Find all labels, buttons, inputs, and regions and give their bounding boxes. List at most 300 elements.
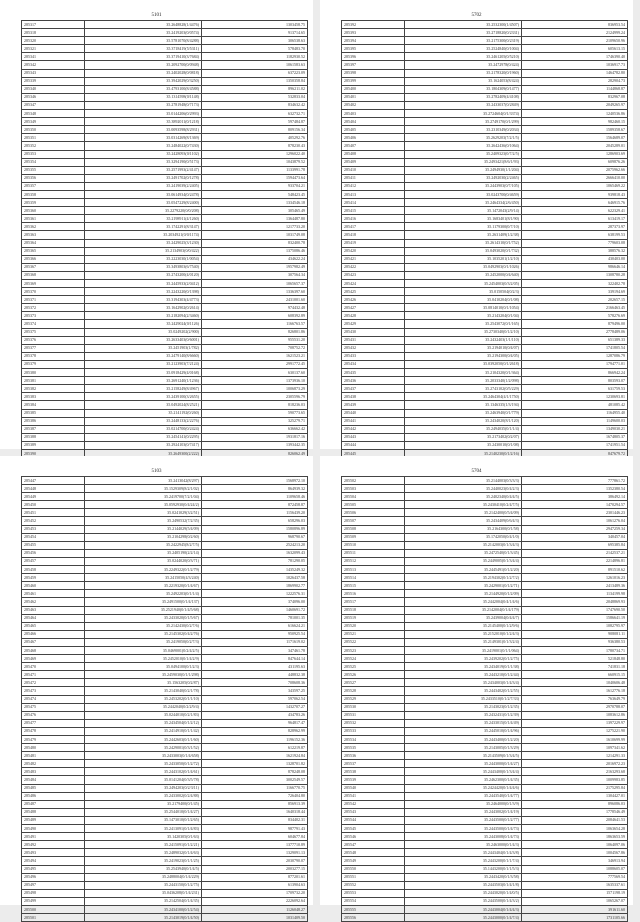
row-id-cell: 285317 bbox=[22, 21, 85, 29]
value-cell: 864939.32 bbox=[202, 485, 308, 493]
row-id-cell: 285433 bbox=[342, 352, 405, 360]
table-row bbox=[342, 905, 628, 913]
coordinate-cell: 35.2443008(0/1/4/73) bbox=[405, 833, 522, 841]
coordinate-cell: 35.2493421(8/6/1/93) bbox=[405, 158, 522, 166]
row-id-cell: 285483 bbox=[22, 768, 85, 776]
table-row bbox=[22, 215, 308, 223]
table-row bbox=[342, 328, 628, 336]
value-cell: 866942.24 bbox=[522, 369, 628, 377]
row-id-cell: 285470 bbox=[22, 663, 85, 671]
table-row bbox=[22, 825, 308, 833]
table-row bbox=[342, 727, 628, 735]
coordinate-cell: 35.0241029(3/2/51) bbox=[85, 509, 202, 517]
row-id-cell: 285371 bbox=[22, 296, 85, 304]
value-cell: 2016972.23 bbox=[522, 760, 628, 768]
value-cell: 2084641.53 bbox=[522, 816, 628, 824]
table-row bbox=[342, 509, 628, 517]
row-id-cell: 285445 bbox=[342, 449, 405, 457]
coordinate-cell: 35.2443420(0/1/3/58) bbox=[405, 873, 522, 881]
value-cell: 834402.31 bbox=[202, 816, 308, 824]
value-cell: 1778546.49 bbox=[522, 808, 628, 816]
row-id-cell: 285429 bbox=[342, 320, 405, 328]
value-cell: 826062.49 bbox=[202, 449, 308, 457]
coordinate-cell: 35.2461205(0/5210) bbox=[405, 53, 522, 61]
table-row bbox=[22, 182, 308, 190]
coordinate-cell: 35.2629203(7/2/1/5) bbox=[405, 134, 522, 142]
row-id-cell: 285460 bbox=[22, 582, 85, 590]
value-cell: 828962.99 bbox=[202, 727, 308, 735]
table-row bbox=[22, 158, 308, 166]
row-id-cell: 285408 bbox=[342, 150, 405, 158]
value-cell: 1156439.20 bbox=[202, 509, 308, 517]
coordinate-cell: 35.2781948(0/7173) bbox=[85, 101, 202, 109]
table-row bbox=[22, 590, 308, 598]
value-cell: 908081.11 bbox=[522, 630, 628, 638]
row-id-cell: 285491 bbox=[22, 833, 85, 841]
table-row bbox=[342, 280, 628, 288]
row-id-cell: 285425 bbox=[342, 288, 405, 296]
value-cell: 306538.63 bbox=[202, 37, 308, 45]
row-id-cell: 285527 bbox=[342, 679, 405, 687]
table-row bbox=[22, 110, 308, 118]
row-id-cell: 285430 bbox=[342, 328, 405, 336]
value-cell: 896086.03 bbox=[522, 800, 628, 808]
coordinate-cell: 35.2443903(0/7/105) bbox=[405, 182, 522, 190]
value-cell: 1217733.20 bbox=[202, 223, 308, 231]
row-id-cell: 285542 bbox=[342, 800, 405, 808]
table-row bbox=[342, 622, 628, 630]
table-row bbox=[22, 816, 308, 824]
value-cell: 2048869.93 bbox=[522, 598, 628, 606]
table-row bbox=[342, 101, 628, 109]
value-cell: 1869902.77 bbox=[202, 582, 308, 590]
coordinate-cell: 35.2472540(0/1/3/45) bbox=[405, 549, 522, 557]
coordinate-cell: 35.2434504(0/1/2/12) bbox=[85, 719, 202, 727]
table-row bbox=[342, 873, 628, 881]
table-row bbox=[342, 150, 628, 158]
value-cell: 1196152.36 bbox=[202, 736, 308, 744]
row-id-cell: 285459 bbox=[22, 574, 85, 582]
table-row bbox=[22, 45, 308, 53]
coordinate-cell: 35.2472978(0/424) bbox=[405, 61, 522, 69]
coordinate-cell: 35.2429025(3/1230) bbox=[85, 239, 202, 247]
table-row bbox=[342, 93, 628, 101]
value-cell: 1064097.06 bbox=[522, 841, 628, 849]
coordinate-cell: 35.2543940(0/1/4/5) bbox=[85, 865, 202, 873]
row-id-cell: 285481 bbox=[22, 752, 85, 760]
value-cell: 877201.61 bbox=[202, 873, 308, 881]
row-id-cell: 285413 bbox=[342, 190, 405, 198]
value-cell: 1621924.84 bbox=[202, 752, 308, 760]
coordinate-cell: 35.2443000(0/1/4/7/4) bbox=[405, 914, 522, 922]
table-row bbox=[22, 336, 308, 344]
row-id-cell: 285366 bbox=[22, 255, 85, 263]
coordinate-cell: 35.1473010(0/1/2/65) bbox=[85, 816, 202, 824]
data-table bbox=[341, 20, 628, 466]
row-id-cell: 285370 bbox=[22, 288, 85, 296]
row-id-cell: 285388 bbox=[22, 433, 85, 441]
coordinate-cell: 35.2434019(0/1/1/38) bbox=[405, 663, 522, 671]
value-cell: 637223.09 bbox=[202, 69, 308, 77]
value-cell: 818236.03 bbox=[202, 401, 308, 409]
value-cell: 856913.39 bbox=[202, 800, 308, 808]
table-row bbox=[22, 703, 308, 711]
row-id-cell: 285404 bbox=[342, 118, 405, 126]
coordinate-cell: 35.2648828(1/4476) bbox=[85, 21, 202, 29]
value-cell: 405292.76 bbox=[202, 134, 308, 142]
row-id-cell: 285451 bbox=[22, 509, 85, 517]
table-row bbox=[22, 914, 308, 922]
coordinate-cell: 35.2492203(0/1/1/4) bbox=[85, 590, 202, 598]
coordinate-cell: 35.2442603(0/1/1/60) bbox=[85, 736, 202, 744]
coordinate-cell: 35.2433037(0/2849) bbox=[405, 101, 522, 109]
coordinate-cell: 35.2415050(4/3/240) bbox=[85, 574, 202, 582]
coordinate-cell: 35.2434409(0/6/4/3) bbox=[405, 517, 522, 525]
value-cell: 632732.71 bbox=[202, 110, 308, 118]
coordinate-cell: 35.3493803(6/7540) bbox=[85, 263, 202, 271]
coordinate-cell: 35.2489032(0/1/4/63) bbox=[85, 849, 202, 857]
value-cell: 1470294.57 bbox=[522, 501, 628, 509]
table-row bbox=[22, 841, 308, 849]
value-cell: 878248.08 bbox=[202, 768, 308, 776]
table-row bbox=[342, 409, 628, 417]
coordinate-cell: 35.0093598(8/2931) bbox=[85, 126, 202, 134]
row-id-cell: 285532 bbox=[342, 719, 405, 727]
value-cell: 987791.43 bbox=[202, 825, 308, 833]
value-cell: 1287086.79 bbox=[522, 352, 628, 360]
coordinate-cell: 35.0243700(0/4659) bbox=[405, 190, 522, 198]
row-id-cell: 285417 bbox=[342, 223, 405, 231]
coordinate-cell: 35.2158249(8/4967) bbox=[85, 385, 202, 393]
table-row bbox=[22, 328, 308, 336]
coordinate-cell: 35.2484022(0/7430) bbox=[85, 142, 202, 150]
table-row bbox=[342, 687, 628, 695]
coordinate-cell: 35.2434003(0/1/4/3/4) bbox=[405, 679, 522, 687]
row-id-cell: 285347 bbox=[22, 101, 85, 109]
row-id-cell: 285351 bbox=[22, 134, 85, 142]
value-cell: 1393442.35 bbox=[202, 441, 308, 449]
row-id-cell: 285346 bbox=[22, 93, 85, 101]
table-row bbox=[342, 889, 628, 897]
row-id-cell: 285519 bbox=[342, 614, 405, 622]
value-cell: 1594473.64 bbox=[202, 174, 308, 182]
value-cell: 1082795.97 bbox=[522, 622, 628, 630]
row-id-cell: 285456 bbox=[22, 549, 85, 557]
table-row bbox=[342, 182, 628, 190]
value-cell: 597062.54 bbox=[202, 695, 308, 703]
value-cell: 1373936.10 bbox=[202, 377, 308, 385]
coordinate-cell: 35.1420305(0/1/63) bbox=[85, 833, 202, 841]
row-id-cell: 285488 bbox=[22, 808, 85, 816]
value-cell: 1026437.58 bbox=[202, 574, 308, 582]
coordinate-cell: 35.2142504(0/1/4/35) bbox=[85, 897, 202, 905]
value-cell: 2431001.60 bbox=[202, 296, 308, 304]
table-row bbox=[342, 663, 628, 671]
table-row bbox=[342, 655, 628, 663]
table-row bbox=[342, 377, 628, 385]
coordinate-cell: 35.2413042(8/297) bbox=[85, 477, 202, 485]
value-cell: 2142537.21 bbox=[522, 549, 628, 557]
row-id-cell: 285524 bbox=[342, 655, 405, 663]
table-row bbox=[22, 239, 308, 247]
table-row bbox=[342, 825, 628, 833]
coordinate-cell: 35.0493020(0/1/732) bbox=[405, 247, 522, 255]
row-id-cell: 285473 bbox=[22, 687, 85, 695]
row-id-cell: 285414 bbox=[342, 199, 405, 207]
coordinate-cell: 35.2443540(0/1/4/77) bbox=[405, 792, 522, 800]
value-cell: 1275221.90 bbox=[522, 727, 628, 735]
table-row bbox=[22, 93, 308, 101]
value-cell: 777569.54 bbox=[522, 873, 628, 881]
coordinate-cell: 35.2413091(0/1/4/83) bbox=[85, 825, 202, 833]
coordinate-cell: 35.2443400(0/1/3/4/4) bbox=[405, 768, 522, 776]
coordinate-cell: 35.2433002(0/2/4/88) bbox=[85, 792, 202, 800]
coordinate-cell: 35.2492030(2/2465) bbox=[405, 174, 522, 182]
coordinate-cell: 35.2419001(0/1/1/064) bbox=[405, 646, 522, 654]
table-row bbox=[342, 174, 628, 182]
table-row bbox=[342, 549, 628, 557]
row-id-cell: 285396 bbox=[342, 53, 405, 61]
coordinate-cell: 35.1443200(0/1/1/5/3) bbox=[405, 865, 522, 873]
value-cell: 1004567.86 bbox=[522, 849, 628, 857]
table-row bbox=[22, 142, 308, 150]
table-row bbox=[22, 271, 308, 279]
value-cell: 809156.34 bbox=[202, 126, 308, 134]
coordinate-cell: 35.3194303(4/4773) bbox=[85, 296, 202, 304]
row-id-cell: 285384 bbox=[22, 401, 85, 409]
row-id-cell: 285549 bbox=[342, 857, 405, 865]
row-id-cell: 285386 bbox=[22, 417, 85, 425]
coordinate-cell: 35.2173402(0/2/07) bbox=[405, 433, 522, 441]
row-id-cell: 285318 bbox=[22, 29, 85, 37]
value-cell: 1097341.62 bbox=[522, 744, 628, 752]
row-id-cell: 285539 bbox=[342, 776, 405, 784]
value-cell: 913714.65 bbox=[202, 29, 308, 37]
table-row bbox=[342, 598, 628, 606]
value-cell: 1334546.18 bbox=[202, 199, 308, 207]
row-id-cell: 285438 bbox=[342, 393, 405, 401]
row-id-cell: 285472 bbox=[22, 679, 85, 687]
row-id-cell: 285518 bbox=[342, 606, 405, 614]
row-id-cell: 285494 bbox=[22, 857, 85, 865]
coordinate-cell: 35.2243220(0/1398) bbox=[85, 288, 202, 296]
coordinate-cell: 35.2429001(0/1/2/71) bbox=[405, 582, 522, 590]
value-cell: 2045289.01 bbox=[522, 142, 628, 150]
table-row bbox=[342, 385, 628, 393]
coordinate-cell: 35.0436208(0/1/4/231) bbox=[85, 889, 202, 897]
row-id-cell: 285375 bbox=[22, 328, 85, 336]
coordinate-cell: 35.0492024(8/2521) bbox=[85, 401, 202, 409]
row-id-cell: 285545 bbox=[342, 825, 405, 833]
value-cell: 2075962.66 bbox=[522, 166, 628, 174]
coordinate-cell: 35.3294190(0/5173) bbox=[85, 158, 202, 166]
table-row bbox=[22, 792, 308, 800]
row-id-cell: 285440 bbox=[342, 409, 405, 417]
row-id-cell: 285356 bbox=[22, 174, 85, 182]
table-row bbox=[22, 409, 308, 417]
table-row bbox=[22, 865, 308, 873]
row-id-cell: 285402 bbox=[342, 101, 405, 109]
table-row bbox=[342, 21, 628, 29]
coordinate-cell: 35.2532300(1/4507) bbox=[405, 21, 522, 29]
coordinate-cell: 35.2443210(0/1/2/44) bbox=[405, 671, 522, 679]
row-id-cell: 285531 bbox=[342, 711, 405, 719]
coordinate-cell: 35.3892011(0/1218) bbox=[85, 118, 202, 126]
value-cell: 1133991.78 bbox=[202, 166, 308, 174]
table-row bbox=[22, 849, 308, 857]
page-title: 5704 bbox=[471, 469, 482, 474]
table-row bbox=[22, 687, 308, 695]
table-row bbox=[22, 166, 308, 174]
table-row bbox=[22, 736, 308, 744]
value-cell: 590773.65 bbox=[202, 409, 308, 417]
row-id-cell: 285410 bbox=[342, 166, 405, 174]
table-row bbox=[22, 638, 308, 646]
value-cell: 386492.14 bbox=[522, 493, 628, 501]
table-row bbox=[22, 417, 308, 425]
table-row bbox=[22, 21, 308, 29]
row-id-cell: 285415 bbox=[342, 207, 405, 215]
row-id-cell: 285439 bbox=[342, 401, 405, 409]
table-row bbox=[22, 776, 308, 784]
value-cell: 346913.94 bbox=[522, 857, 628, 865]
table-row bbox=[342, 557, 628, 565]
value-cell: 1364487.80 bbox=[202, 215, 308, 223]
value-cell: 832400.78 bbox=[202, 239, 308, 247]
table-row bbox=[342, 671, 628, 679]
table-row bbox=[22, 199, 308, 207]
table-row bbox=[342, 525, 628, 533]
value-cell: 1632099.43 bbox=[202, 549, 308, 557]
table-row bbox=[342, 199, 628, 207]
value-cell: 3002549.57 bbox=[202, 776, 308, 784]
table-row bbox=[342, 541, 628, 549]
value-cell: 2124999.24 bbox=[522, 29, 628, 37]
row-id-cell: 285463 bbox=[22, 606, 85, 614]
row-id-cell: 285556 bbox=[342, 914, 405, 922]
value-cell: 964817.47 bbox=[202, 719, 308, 727]
table-row bbox=[22, 630, 308, 638]
table-row bbox=[22, 280, 308, 288]
table-row bbox=[342, 320, 628, 328]
row-id-cell: 285512 bbox=[342, 557, 405, 565]
coordinate-cell: 35.2464334(2/6/450) bbox=[405, 199, 522, 207]
row-id-cell: 285368 bbox=[22, 271, 85, 279]
row-id-cell: 285352 bbox=[22, 142, 85, 150]
value-cell: 578276.69 bbox=[522, 312, 628, 320]
row-id-cell: 285511 bbox=[342, 549, 405, 557]
value-cell: 1377710.89 bbox=[202, 841, 308, 849]
coordinate-cell: 35.2402340(0/4/4/5) bbox=[405, 493, 522, 501]
table-row bbox=[22, 377, 308, 385]
coordinate-cell: 35.2419039(2/2405) bbox=[85, 182, 202, 190]
row-id-cell: 285339 bbox=[22, 77, 85, 85]
coordinate-cell: 35.2175300(0/2319) bbox=[405, 37, 522, 45]
table-row bbox=[22, 719, 308, 727]
coordinate-cell: 35.2449005(0/1/3/4/4) bbox=[405, 557, 522, 565]
row-id-cell: 285480 bbox=[22, 744, 85, 752]
value-cell: 1065267.07 bbox=[522, 897, 628, 905]
coordinate-cell: 35.2194300(0/4/05) bbox=[405, 352, 522, 360]
table-row bbox=[22, 533, 308, 541]
table-row bbox=[22, 574, 308, 582]
coordinate-cell: 35.1179300(0/7/10) bbox=[405, 223, 522, 231]
coordinate-cell: 35.2433510(0/1/2/7/33) bbox=[405, 695, 522, 703]
table-row bbox=[342, 477, 628, 485]
value-cell: 878230.43 bbox=[202, 142, 308, 150]
table-row bbox=[22, 557, 308, 565]
value-cell: 1464782.80 bbox=[522, 69, 628, 77]
value-cell: 2003277.15 bbox=[202, 865, 308, 873]
coordinate-cell: 35.2463940(0/1/779) bbox=[405, 409, 522, 417]
row-id-cell: 285423 bbox=[342, 271, 405, 279]
row-id-cell: 285361 bbox=[22, 215, 85, 223]
coordinate-cell: 35.2144029(5/4/09) bbox=[85, 525, 202, 533]
row-id-cell: 285412 bbox=[342, 182, 405, 190]
row-id-cell: 285508 bbox=[342, 525, 405, 533]
value-cell: 1036917.73 bbox=[522, 61, 628, 69]
coordinate-cell: 35.2198911(4/1260) bbox=[85, 215, 202, 223]
value-cell: 1061276.04 bbox=[522, 517, 628, 525]
table-row bbox=[22, 679, 308, 687]
table-row bbox=[22, 134, 308, 142]
value-cell: 430403.00 bbox=[522, 255, 628, 263]
coordinate-cell: 35.2419023(0/1/1/25) bbox=[85, 857, 202, 865]
row-id-cell: 285416 bbox=[342, 215, 405, 223]
coordinate-cell: 35.2179400(0/1/45) bbox=[85, 800, 202, 808]
value-cell: 1586641.19 bbox=[522, 614, 628, 622]
table-row bbox=[22, 441, 308, 449]
value-cell: 2524213.20 bbox=[202, 541, 308, 549]
value-cell: 1214291.33 bbox=[522, 752, 628, 760]
row-id-cell: 285447 bbox=[22, 477, 85, 485]
row-id-cell: 285399 bbox=[342, 77, 405, 85]
row-id-cell: 285534 bbox=[342, 736, 405, 744]
table-row bbox=[22, 606, 308, 614]
coordinate-cell: 35.2448133(2/2276) bbox=[85, 417, 202, 425]
coordinate-cell: 35.0614934(0/2478) bbox=[85, 190, 202, 198]
table-row bbox=[22, 695, 308, 703]
coordinate-cell: 35.2445010(0/1/4/96) bbox=[405, 727, 522, 735]
table-row bbox=[22, 622, 308, 630]
table-row bbox=[22, 897, 308, 905]
row-id-cell: 285355 bbox=[22, 166, 85, 174]
document-page-3 bbox=[0, 456, 313, 920]
value-cell: 847644.14 bbox=[202, 655, 308, 663]
row-id-cell: 285398 bbox=[342, 69, 405, 77]
value-cell: 1134199.98 bbox=[522, 590, 628, 598]
coordinate-cell: 35.0814010(0/1/1054) bbox=[405, 304, 522, 312]
coordinate-cell: 35.2443000(0/1/4/27) bbox=[405, 760, 522, 768]
row-id-cell: 285365 bbox=[22, 247, 85, 255]
coordinate-cell: 35.0150504(0/2/3) bbox=[405, 288, 522, 296]
row-id-cell: 285469 bbox=[22, 655, 85, 663]
row-id-cell: 285387 bbox=[22, 425, 85, 433]
data-table bbox=[21, 476, 308, 922]
coordinate-cell: 35.2649300(2/222) bbox=[85, 449, 202, 457]
value-cell: 1240536.86 bbox=[522, 110, 628, 118]
row-id-cell: 285401 bbox=[342, 93, 405, 101]
coordinate-cell: 35.2144920(0/1/2/09) bbox=[405, 590, 522, 598]
coordinate-cell: 35.2924103(0/7417) bbox=[85, 441, 202, 449]
coordinate-cell: 35.0494100(0/1/2/3) bbox=[85, 663, 202, 671]
value-cell: 763649.79 bbox=[522, 695, 628, 703]
value-cell: 1610699.99 bbox=[522, 736, 628, 744]
row-id-cell: 285502 bbox=[342, 477, 405, 485]
value-cell: 872458.87 bbox=[202, 501, 308, 509]
row-id-cell: 285374 bbox=[22, 320, 85, 328]
row-id-cell: 285504 bbox=[342, 493, 405, 501]
